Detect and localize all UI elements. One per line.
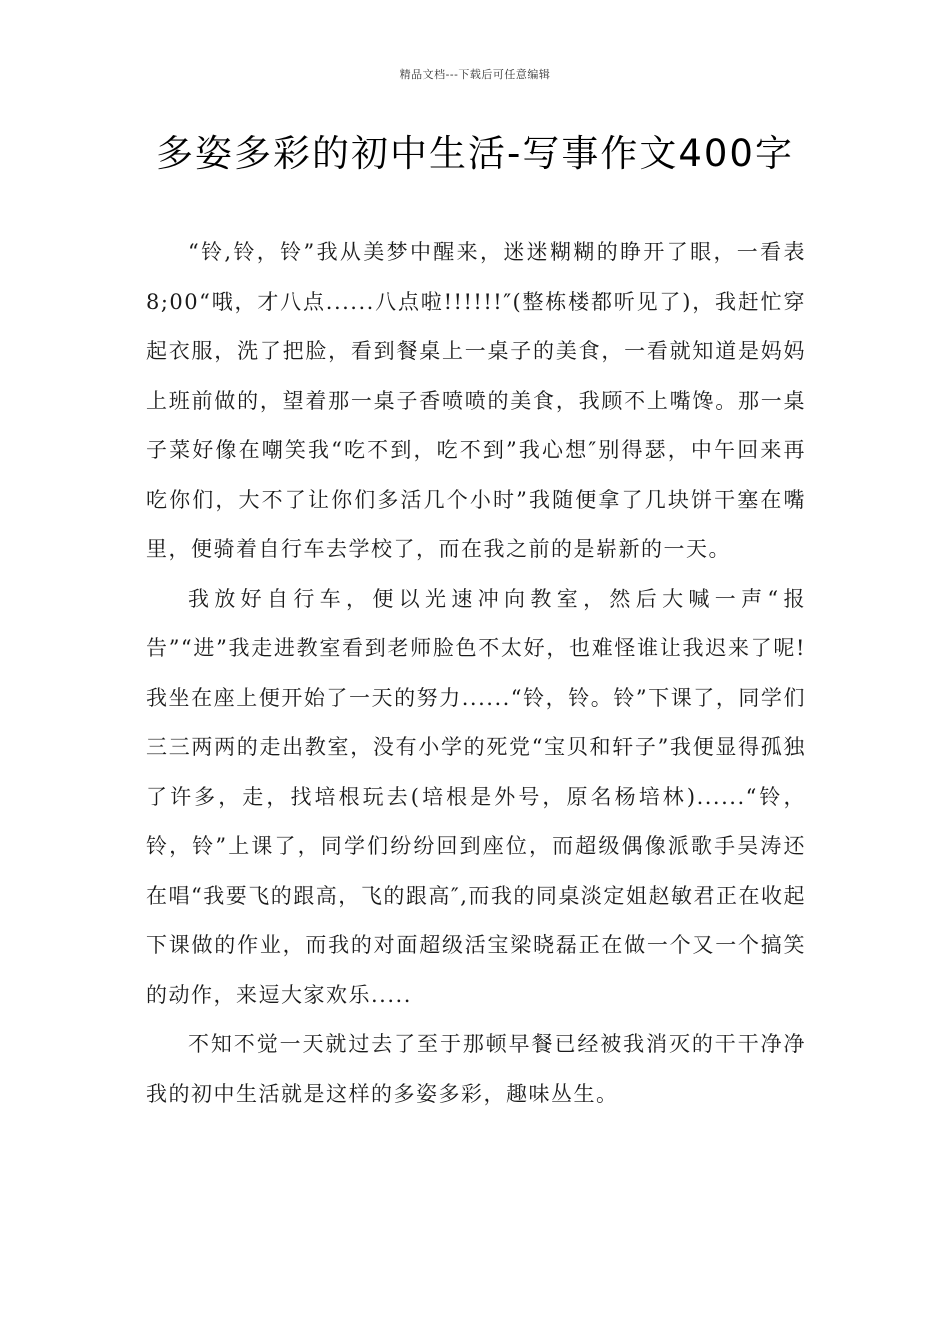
paragraph: 我放好自行车，便以光速冲向教室，然后大喊一声“报告”“进”我走进教室看到老师脸色不太好，也难怪谁让我迟来了呢!我坐在座上便开始了一天的努力......“铃，铃。铃”下课了，同学们三三两两的走出教室，没有小学的死党“宝贝和轩子”我便显得孤独了许多，走，找培根玩去(培根是外号，原名杨培林)......“铃，铃，铃”上课了，同学们纷纷回到座位，而超级偶像派歌手吴涛还在唱“我要飞的跟高，飞的跟高″,而我的同桌淡定姐赵敏君正在收起下课做的作业，而我的对面超级活宝梁晓磊正在做一个又一个搞笑的动作，来逗大家欢乐.....	[146, 586, 806, 1007]
paragraph: 不知不觉一天就过去了至于那顿早餐已经被我消灭的干干净净我的初中生活就是这样的多姿多彩，趣味丛生。	[146, 1032, 806, 1106]
document-title: 多姿多彩的初中生活-写事作文400字	[156, 132, 794, 175]
page-header-note: 精品文档---下载后可任意编辑	[399, 68, 551, 81]
document-body	[146, 228, 806, 1119]
paragraph: “铃,铃，铃”我从美梦中醒来，迷迷糊糊的睁开了眼，一看表8;00“哦，才八点......八点啦!!!!!!″(整栋楼都听见了)，我赶忙穿起衣服，洗了把脸，看到餐桌上一桌子的美食，一看就知道是妈妈上班前做的，望着那一桌子香喷喷的美食，我顾不上嘴馋。那一桌子菜好像在嘲笑我“吃不到，吃不到”我心想″别得瑟，中午回来再吃你们，大不了让你们多活几个小时”我随便拿了几块饼干塞在嘴里，便骑着自行车去学校了，而在我之前的是崭新的一天。	[146, 240, 806, 561]
